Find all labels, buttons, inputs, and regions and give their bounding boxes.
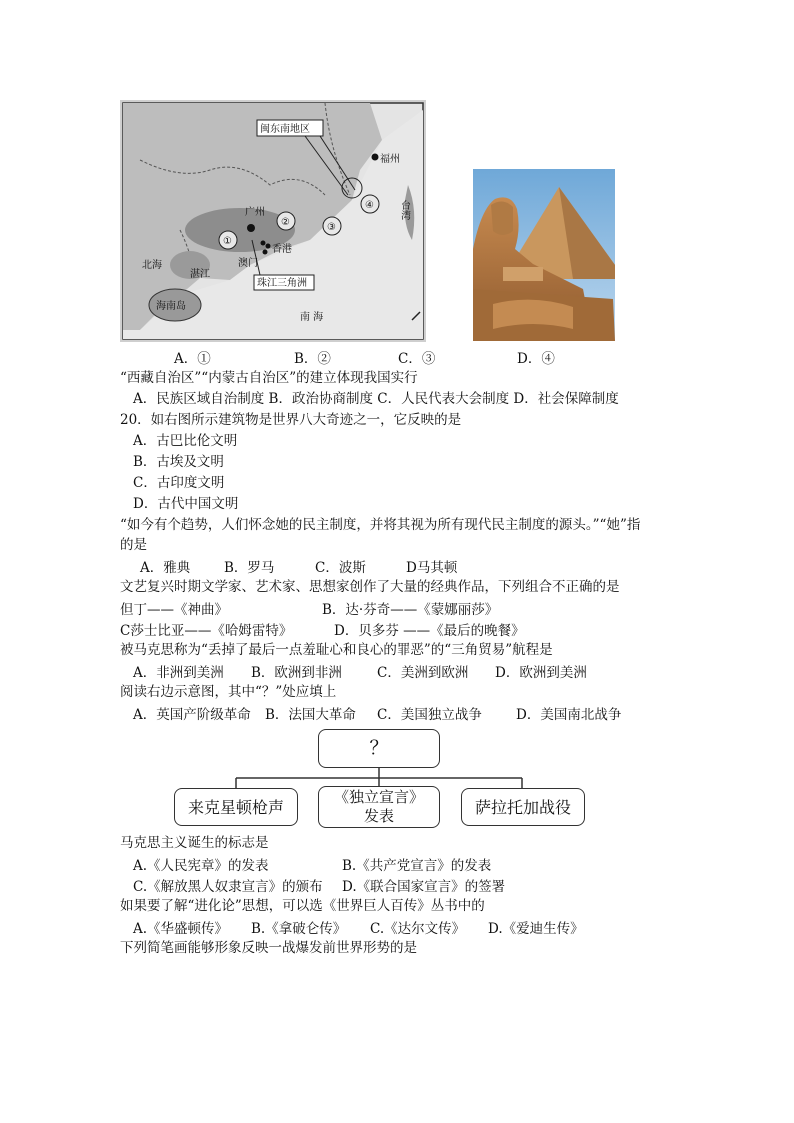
map-marker-2: ② [281,217,290,228]
q20-stem: 20．如右图所示建筑物是世界八大奇迹之一，它反映的是 [120,412,462,428]
q23-option-b: B．欧洲到非洲 [251,665,342,681]
map-label-hong-kong: 香港 [272,244,292,255]
map-marker-1: ① [223,236,232,247]
diagram-middle-line1: 《独立宣言》 [333,788,424,806]
diagram-top-box: ？ [318,729,440,768]
q26-option-a: A.《华盛顿传》 [133,921,229,937]
q24-option-d: D．美国南北战争 [516,707,622,723]
map-label-fuzhou: 福州 [380,154,400,165]
q24-option-b: B．法国大革命 [265,707,356,723]
q20-option-a: A．古巴比伦文明 [133,433,238,449]
q21-option-b: B．罗马 [224,560,275,576]
q26-stem: 如果要了解“进化论”思想，可以选《世界巨人百传》丛书中的 [120,898,485,914]
q25-option-d: D.《联合国家宣言》的签署 [342,879,506,895]
q20-option-c: C．古印度文明 [133,475,225,491]
map-marker-3: ③ [327,222,336,233]
q21-option-a: A．雅典 [140,560,191,576]
map-option-c: C．③ [398,351,436,367]
q20-option-b: B．古埃及文明 [133,454,224,470]
q21-stem-line1: “如今有个趋势，人们怀念她的民主制度，并将其视为所有现代民主制度的源头。”“她”指 [120,517,641,533]
diagram-middle-line2: 发表 [363,807,394,825]
q23-option-a: A．非洲到美洲 [133,665,224,681]
q19-stem: “西藏自治区”“内蒙古自治区”的建立体现我国实行 [120,370,418,386]
q24-option-c: C．美国独立战争 [377,707,482,723]
diagram-left-box: 来克星顿枪声 [174,788,298,826]
q25-stem: 马克思主义诞生的标志是 [120,835,269,851]
q23-option-d: D．欧洲到美洲 [495,665,587,681]
q21-option-d: D马其顿 [406,560,458,576]
q25-option-b: B.《共产党宣言》的发表 [342,858,492,874]
map-marker-4: ④ [365,200,374,211]
map-label-pearl-delta: 珠江三角洲 [257,278,307,289]
map-label-east-fujian: 闽东南地区 [260,124,310,135]
q20-option-d: D．古代中国文明 [133,496,239,512]
q22-option-b: B．达·芬奇——《蒙娜丽莎》 [322,602,499,618]
q22-option-a: 但丁——《神曲》 [120,602,228,618]
q25-option-a: A.《人民宪章》的发表 [133,858,269,874]
q24-stem: 阅读右边示意图，其中“？”处应填上 [120,684,337,700]
q22-option-d: D．贝多芬 ——《最后的晚餐》 [334,623,525,639]
map-option-a: A．① [174,351,211,367]
map-label-macau: 澳门 [238,258,258,269]
map-label-beihai: 北海 [142,260,162,271]
map-label-hainan: 海南岛 [156,301,186,312]
diagram-middle-box [318,786,440,828]
q26-option-d: D.《爱迪生传》 [488,921,584,937]
q24-option-a: A．英国产阶级革命 [133,707,251,723]
q22-stem: 文艺复兴时期文学家、艺术家、思想家创作了大量的经典作品，下列组合不正确的是 [120,579,620,595]
map-option-b: B．② [294,351,331,367]
q21-option-c: C．波斯 [315,560,366,576]
q19-options: A．民族区域自治制度 B．政治协商制度 C．人民代表大会制度 D．社会保障制度 [133,391,619,407]
q27-stem: 下列简笔画能够形象反映一战爆发前世界形势的是 [120,940,417,956]
q21-stem-line2: 的是 [120,537,147,553]
map-label-zhanjiang: 湛江 [190,269,210,280]
q26-option-c: C.《达尔文传》 [370,921,466,937]
map-label-taiwan: 台湾 [398,200,410,220]
q23-option-c: C．美洲到欧洲 [377,665,469,681]
map-label-south-sea: 南 海 [300,312,324,323]
map-option-d: D．④ [517,351,555,367]
diagram-right-box: 萨拉托加战役 [461,788,585,826]
q25-option-c: C.《解放黑人奴隶宣言》的颁布 [133,879,323,895]
q26-option-b: B.《拿破仑传》 [251,921,347,937]
q23-stem: 被马克思称为“丢掉了最后一点羞耻心和良心的罪恶”的“三角贸易”航程是 [120,642,553,658]
map-label-guangzhou: 广州 [245,207,265,218]
q22-option-c: C莎士比亚——《哈姆雷特》 [120,623,293,639]
